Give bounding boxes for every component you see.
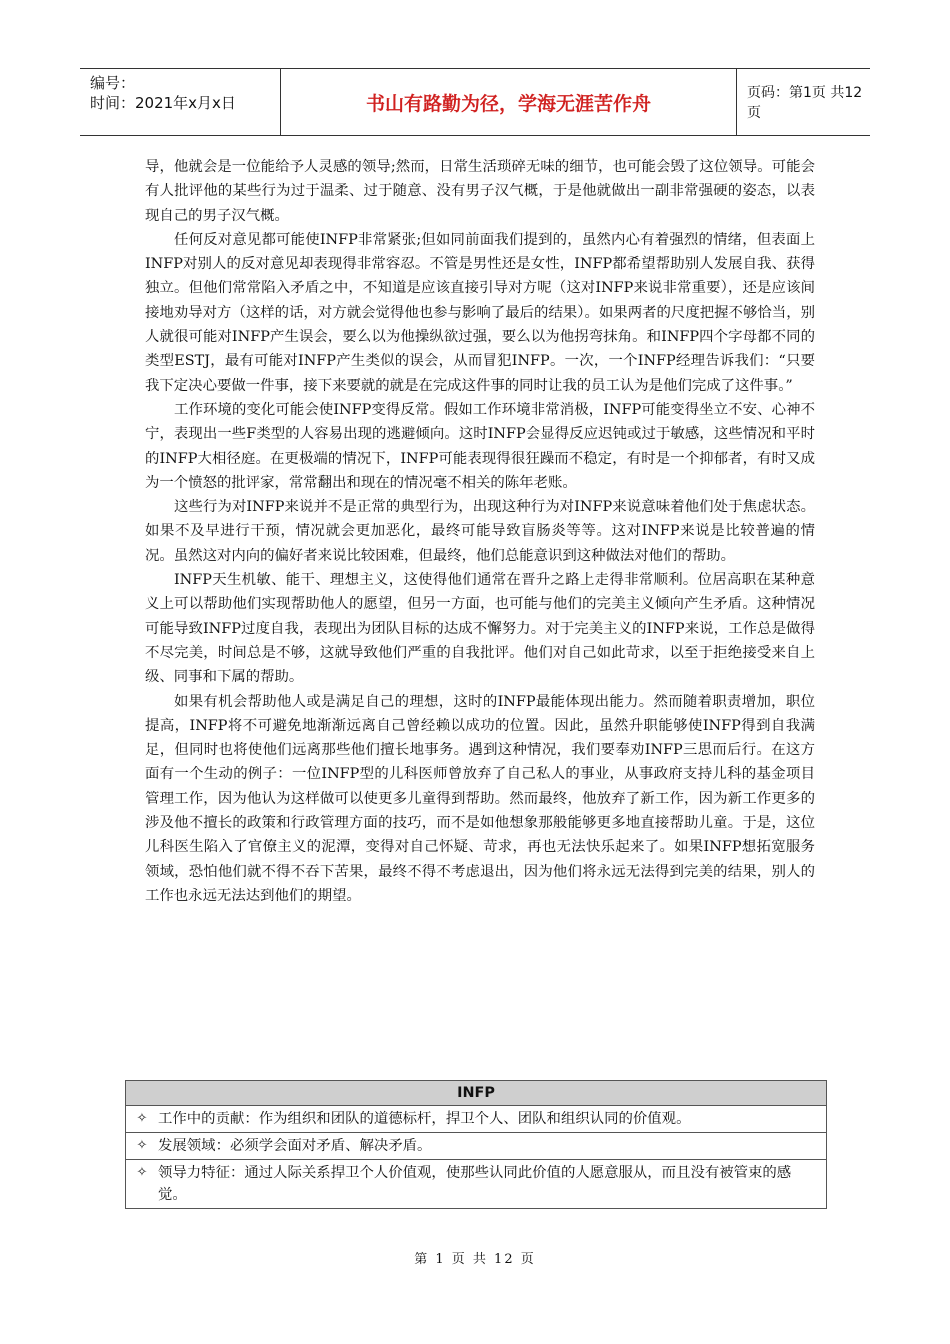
table-cell: 工作中的贡献：作为组织和团队的道德标杆，捍卫个人、团队和组织认同的价值观。 (158, 1111, 691, 1127)
table-cell: 领导力特征：通过人际关系捍卫个人价值观，使那些认同此价值的人愿意服从，而且没有被管束的感觉。 (158, 1165, 792, 1203)
table-row (126, 1133, 826, 1160)
paragraph: 如果有机会帮助他人或是满足自己的理想，这时的INFP最能体现出能力。然而随着职责增加，职位提高，INFP将不可避免地渐渐远离自己曾经赖以成功的位置。因此，虽然升职能够使INFP得到自我满足，但同时也将使他们远离那些他们擅长地事务。遇到这种情况，我们要奉劝INFP三思而后行。在这方面有一个生动的例子：一位INFP型的儿科医师曾放弃了自己私人的事业，从事政府支持儿科的基金项目管理工作，因为他认为这样做可以使更多儿童得到帮助。然而最终，他放弃了新工作，因为新工作更多的涉及他不擅长的政策和行政管理方面的技巧，而不是如他想象那般能够更多地直接帮助儿童。于是，这位儿科医生陷入了官僚主义的泥潭，变得对自己怀疑、苛求，再也无法快乐起来了。如果INFP想拓宽服务领域，恐怕他们就不得不吞下苦果，最终不得不考虑退出，因为他们将永远无法得到完美的结果，别人的工作也永远无法达到他们的期望。 (145, 693, 815, 904)
diamond-bullet-icon: ✧ (136, 1138, 148, 1153)
table-cell: 发展领域：必须学会面对矛盾、解决矛盾。 (158, 1138, 432, 1154)
header-meta (80, 69, 281, 135)
date-label: 时间：2021年x月x日 (90, 94, 236, 112)
header-page-info: 页码：第1页 共12页 (747, 85, 863, 121)
diamond-bullet-icon: ✧ (136, 1165, 148, 1180)
page-footer: 第 1 页 共 12 页 (414, 1252, 536, 1267)
paragraph: 工作环境的变化可能会使INFP变得反常。假如工作环境非常消极，INFP可能变得坐立不安、心神不宁，表现出一些F类型的人容易出现的逃避倾向。这时INFP会显得反应迟钝或过于敏感，这些情况和平时的INFP大相径庭。在更极端的情况下，INFP可能表现得很狂躁而不稳定，有时是一个抑郁者，有时又成为一个愤怒的批评家，常常翻出和现在的情况毫不相关的陈年老账。 (145, 401, 815, 491)
header-motto: 书山有路勤为径，学海无涯苦作舟 (281, 69, 737, 135)
number-label: 编号： (90, 74, 136, 92)
paragraph: 导，他就会是一位能给予人灵感的领导;然而，日常生活琐碎无味的细节，也可能会毁了这位领导。可能会有人批评他的某些行为过于温柔、过于随意、没有男子汉气概，于是他就做出一副非常强硬的姿态，以表现自己的男子汉气概。 (145, 159, 815, 224)
table-row (126, 1160, 826, 1208)
body-text (145, 155, 815, 908)
table-row (126, 1106, 826, 1133)
table-title: INFP (126, 1081, 826, 1106)
diamond-bullet-icon: ✧ (136, 1111, 148, 1126)
paragraph: INFP天生机敏、能干、理想主义，这使得他们通常在晋升之路上走得非常顺利。位居高职在某种意义上可以帮助他们实现帮助他人的愿望，但另一方面，也可能与他们的完美主义倾向产生矛盾。这种情况可能导致INFP过度自我，表现出为团队目标的达成不懈努力。对于完美主义的INFP来说，工作总是做得不尽完美，时间总是不够，这就导致他们严重的自我批评。他们对自己如此苛求，以至于拒绝接受来自上级、同事和下属的帮助。 (145, 572, 815, 686)
page-header (80, 68, 870, 136)
infp-summary-table (125, 1080, 827, 1209)
paragraph: 这些行为对INFP来说并不是正常的典型行为，出现这种行为对INFP来说意味着他们处于焦虑状态。如果不及早进行干预，情况就会更加恶化，最终可能导致盲肠炎等等。这对INFP来说是比较普遍的情况。虽然这对内向的偏好者来说比较困难，但最终，他们总能意识到这种做法对他们的帮助。 (145, 499, 815, 564)
paragraph: 任何反对意见都可能使INFP非常紧张;但如同前面我们提到的，虽然内心有着强烈的情绪，但表面上INFP对别人的反对意见却表现得非常容忍。不管是男性还是女性，INFP都希望帮助别人发展自我、获得独立。但他们常常陷入矛盾之中，不知道是应该直接引导对方呢（这对INFP来说非常重要），还是应该间接地劝导对方（这样的话，对方就会觉得他也参与影响了最后的结果）。如果两者的尺度把握不够恰当，别人就很可能对INFP产生误会，要么以为他操纵欲过强，要么以为他拐弯抹角。和INFP四个字母都不同的类型ESTJ，最有可能对INFP产生类似的误会，从而冒犯INFP。一次，一个INFP经理告诉我们：“只要我下定决心要做一件事，接下来要就的就是在完成这件事的同时让我的员工认为是他们完成了这件事。” (145, 231, 815, 394)
